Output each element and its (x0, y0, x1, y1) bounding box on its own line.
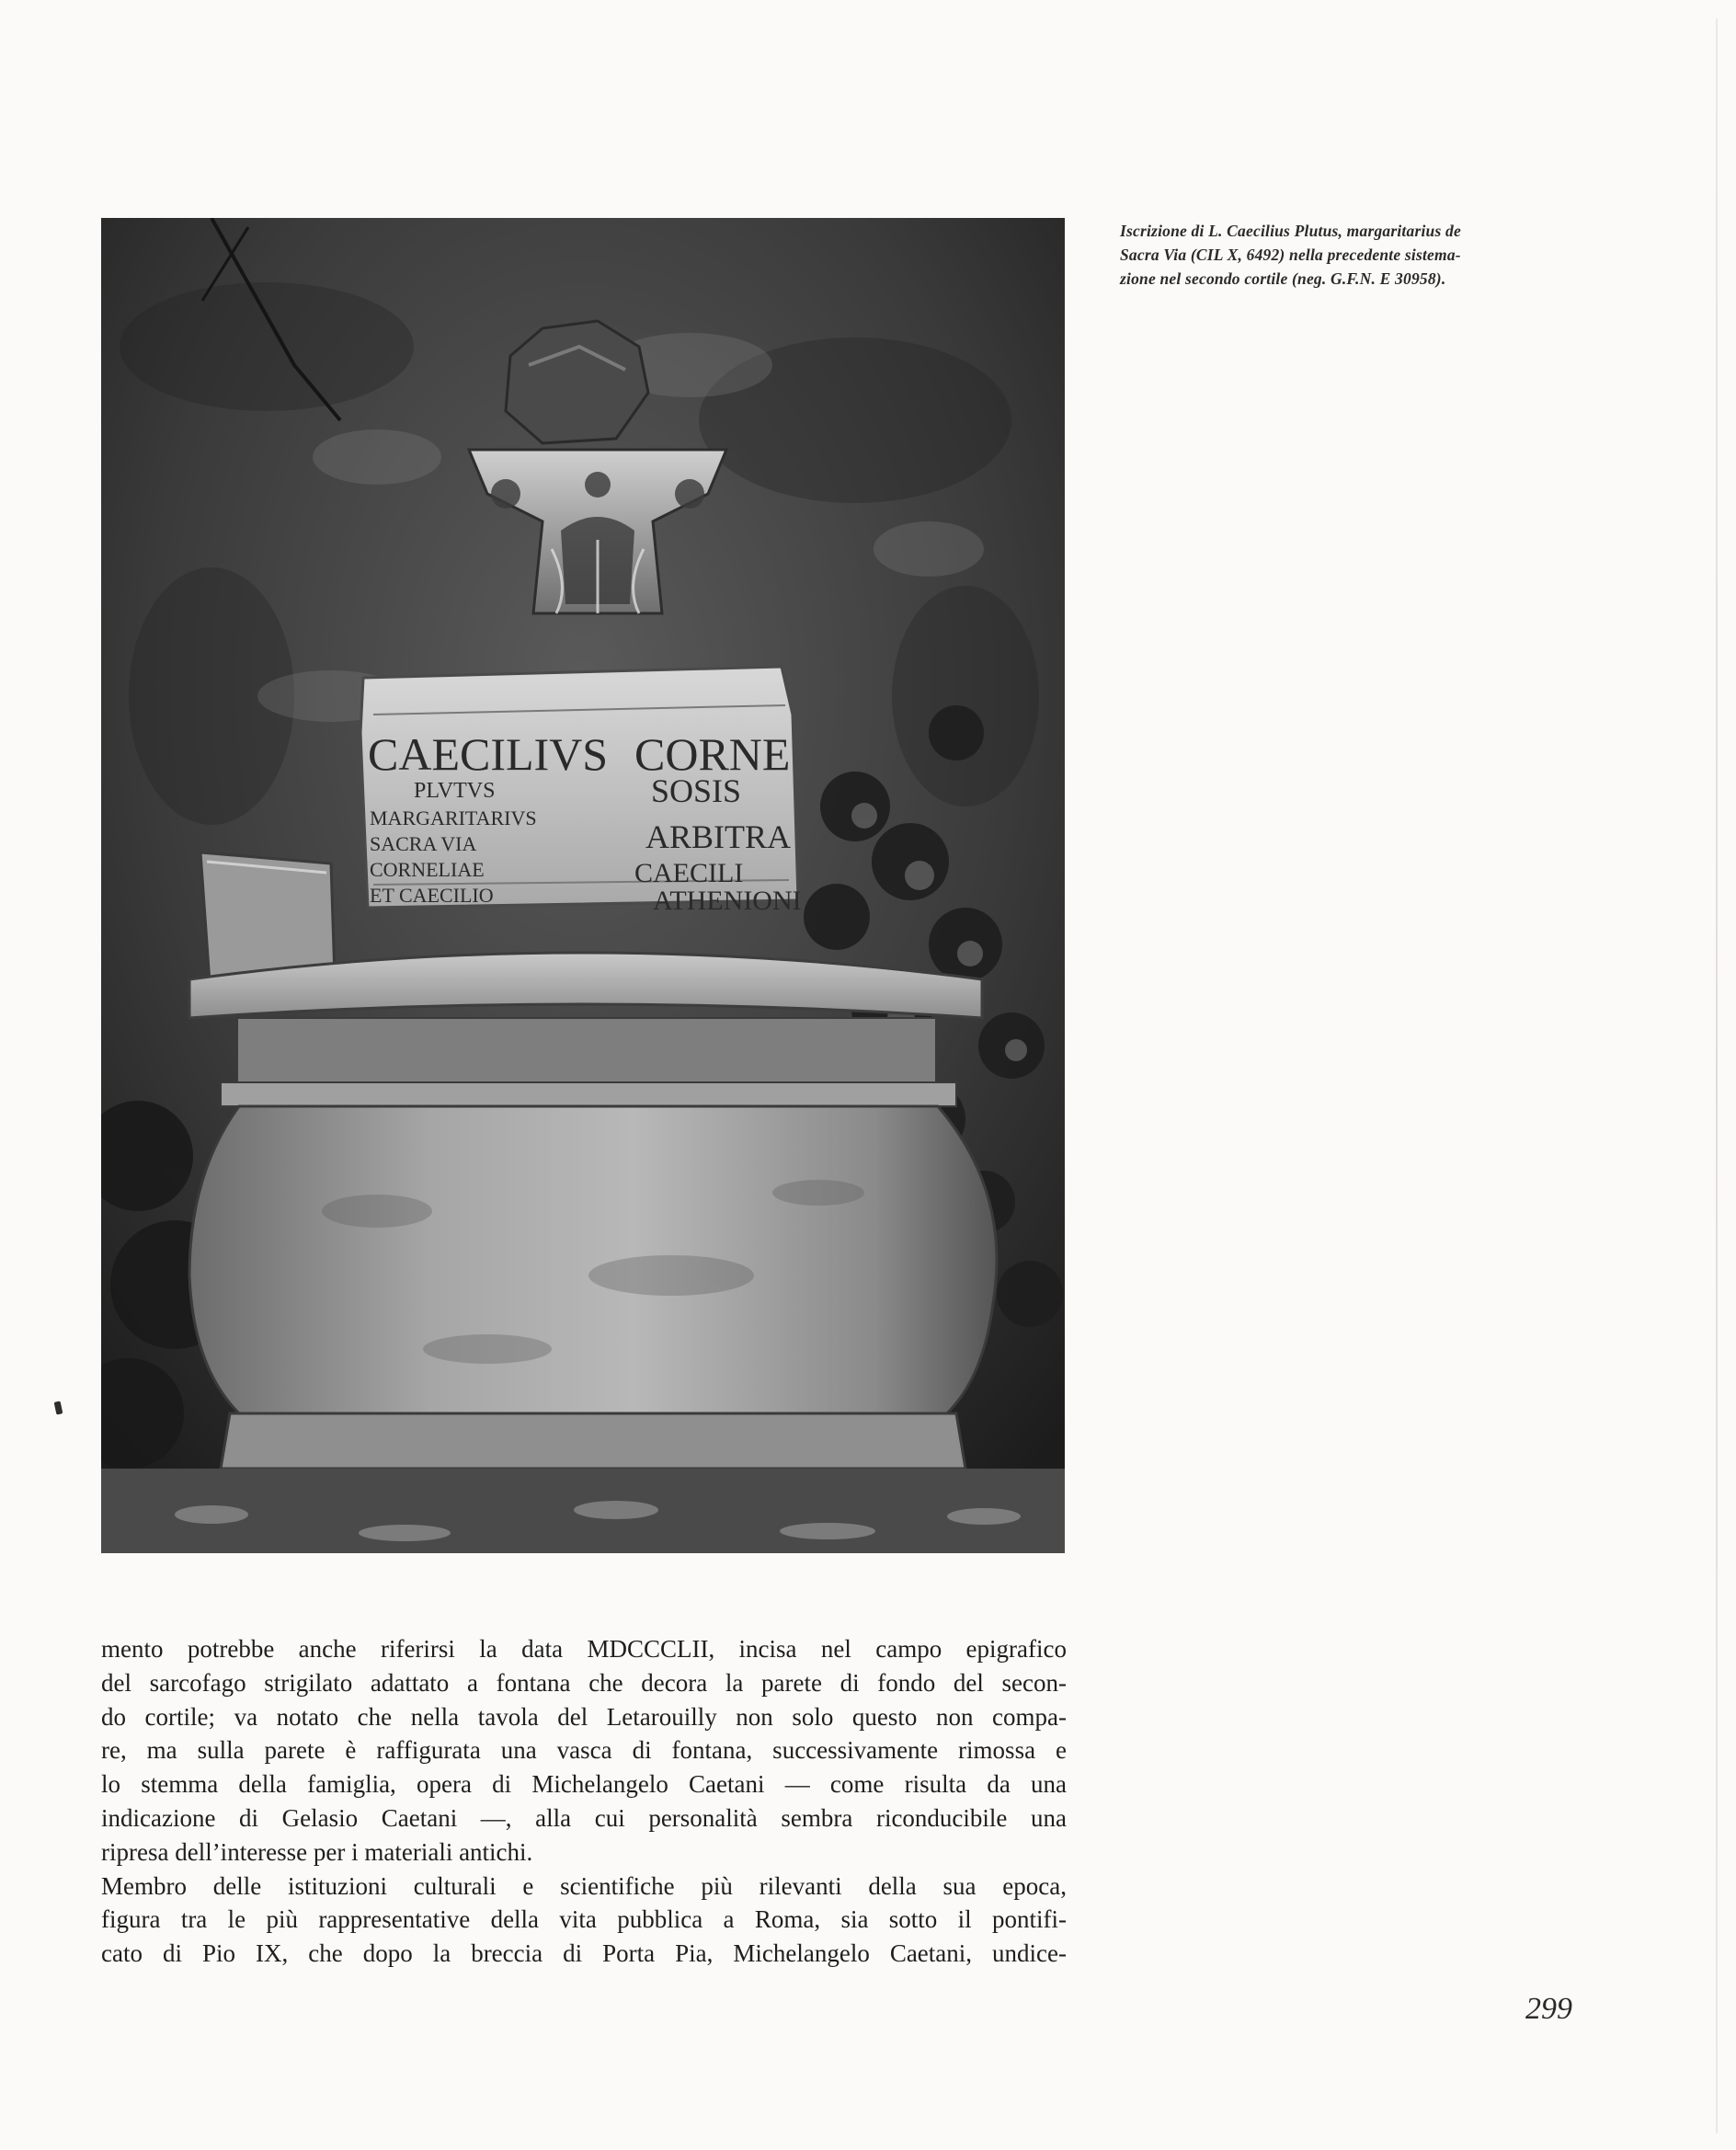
svg-text:SOSIS: SOSIS (651, 772, 742, 809)
svg-text:CORNELIAE: CORNELIAE (370, 858, 485, 881)
page-edge-line (1716, 18, 1718, 2133)
body-text (101, 1632, 1067, 1971)
body-line: figura tra le più rappresentative della vita pubblica a Roma, sia sotto il pontifi- (101, 1905, 1067, 1934)
body-line: lo stemma della famiglia, opera di Michelangelo Caetani — come risulta da una (101, 1770, 1067, 1799)
figure-caption (1120, 219, 1580, 291)
caption-line: zione nel secondo cortile (neg. G.F.N. E 30958). (1120, 269, 1446, 288)
svg-text:SACRA VIA: SACRA VIA (370, 832, 477, 855)
svg-text:CAECILI: CAECILI (634, 858, 744, 888)
caption-line: Sacra Via (CIL X, 6492) nella precedente sistema- (1120, 246, 1461, 264)
svg-text:ET CAECILIO: ET CAECILIO (370, 884, 494, 907)
inscription-photograph (101, 218, 1065, 1553)
print-speck (54, 1401, 63, 1414)
body-line: Membro delle istituzioni culturali e scientifiche più rilevanti della sua epoca, (101, 1871, 1067, 1900)
body-line: indicazione di Gelasio Caetani —, alla cui personalità sembra riconducibile una (101, 1803, 1067, 1832)
svg-text:CORNE: CORNE (634, 728, 791, 780)
svg-text:PLVTVS: PLVTVS (414, 779, 496, 803)
svg-text:ATHENIONI: ATHENIONI (653, 886, 802, 916)
body-line: del sarcofago strigilato adattato a fontana che decora la parete di fondo del secon- (101, 1668, 1067, 1697)
page-number: 299 (1525, 1992, 1572, 2026)
caption-line: Iscrizione di L. Caecilius Plutus, margaritarius de (1120, 222, 1461, 240)
svg-text:MARGARITARIVS: MARGARITARIVS (370, 806, 537, 829)
svg-text:ARBITRA: ARBITRA (645, 818, 792, 855)
body-line: do cortile; va notato che nella tavola del Letarouilly non solo questo non compa- (101, 1702, 1067, 1731)
svg-text:CAECILIVS: CAECILIVS (368, 728, 609, 780)
body-line: ripresa dell’interesse per i materiali antichi. (101, 1837, 533, 1866)
body-line: re, ma sulla parete è raffigurata una vasca di fontana, successivamente rimossa e (101, 1736, 1067, 1765)
body-line: mento potrebbe anche riferirsi la data MDCCCLII, incisa nel campo epigrafico (101, 1635, 1067, 1663)
body-line: cato di Pio IX, che dopo la breccia di Porta Pia, Michelangelo Caetani, undice- (101, 1939, 1067, 1968)
